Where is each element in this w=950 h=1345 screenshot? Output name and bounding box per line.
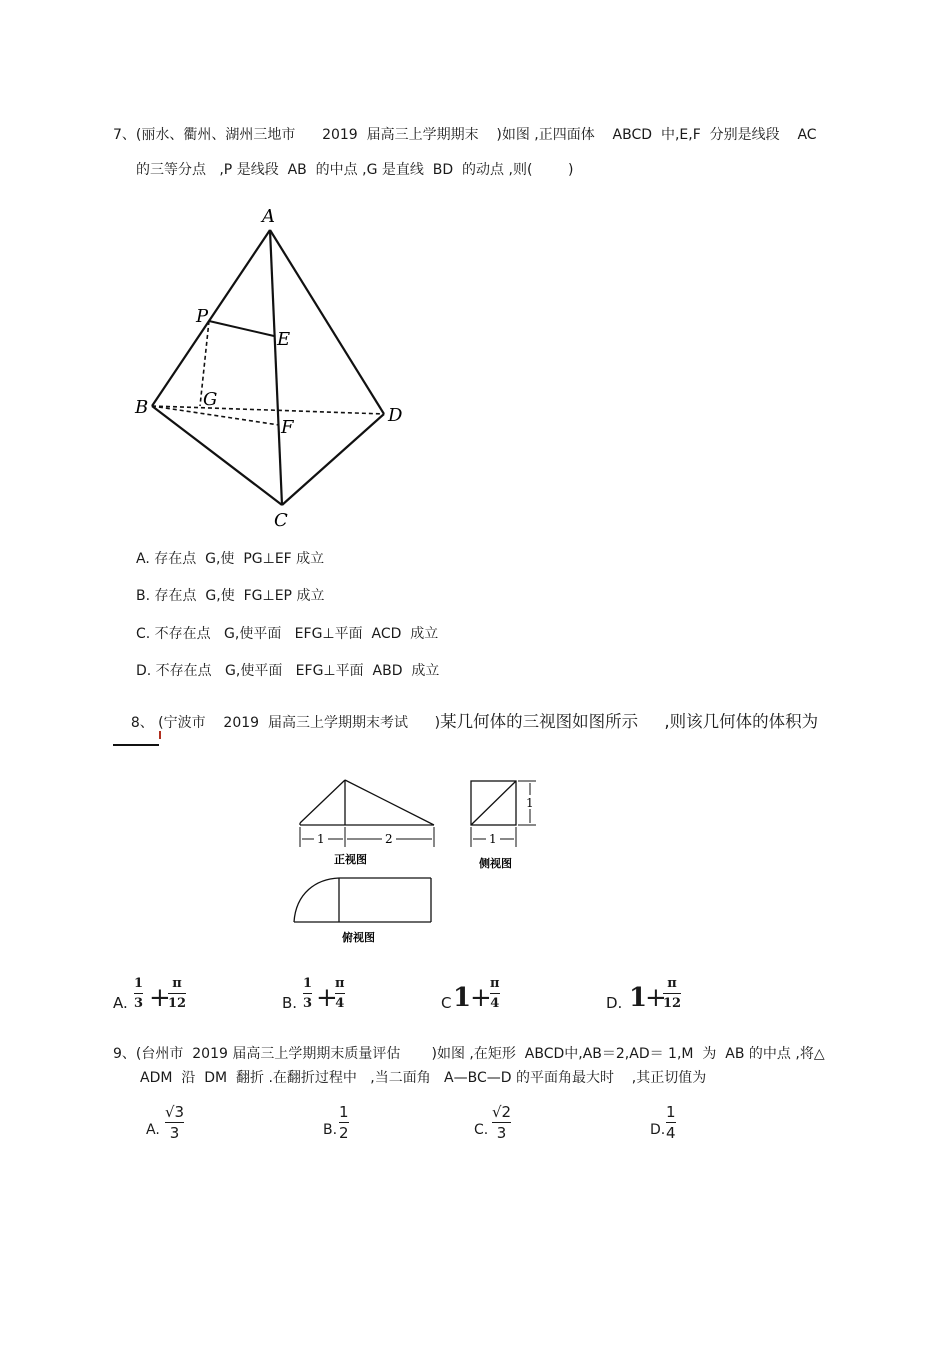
side-dim-w: 1 (489, 832, 497, 846)
q7-option-b: B. 存在点 G,使 FG⊥EP 成立 (136, 588, 325, 604)
q8-stem-source: 8、 (宁波市 2019 届高三上学期期末考试 ) (130, 715, 441, 731)
top-view-label: 俯视图 (342, 931, 375, 944)
q9-option-b-frac: 1 2 (339, 1103, 349, 1142)
q8-option-c-label: C (441, 994, 452, 1012)
q8-stem-text: 某几何体的三视图如图所示 ,则该几何体的体积为 (440, 712, 819, 731)
q8-option-a-frac2: π 12 (168, 976, 187, 1011)
q9-option-c-label: C. (474, 1122, 489, 1138)
q9-option-d-frac: 1 4 (666, 1103, 676, 1142)
q8-option-b-frac2: π 4 (335, 976, 345, 1011)
label-P: P (196, 306, 209, 327)
q9-stem-line2: ADM 沿 DM 翻折 .在翻折过程中 ,当二面角 A—BC—D 的平面角最大时 ,其正切值为 (140, 1070, 707, 1086)
q9-option-a-label: A. (146, 1122, 160, 1138)
q7-option-c: C. 不存在点 G,使平面 EFG⊥平面 ACD 成立 (136, 626, 439, 642)
q8-answer-blank (113, 744, 159, 746)
q8-blank-mark (159, 731, 161, 739)
q9-stem-line1: 9、(台州市 2019 届高三上学期期末质量评估 )如图 ,在矩形 ABCD中,AB＝2,AD＝ 1,M 为 AB 的中点 ,将△ (113, 1046, 825, 1062)
q8-option-b-frac1: 1 3 (303, 976, 313, 1011)
q8-option-a-label: A. (113, 994, 128, 1012)
q8-option-c-plus: + (470, 983, 492, 1013)
front-dim-1: 1 (317, 832, 325, 846)
q8-option-d-frac: π 12 (663, 976, 682, 1011)
label-A: A (262, 206, 275, 227)
q8-option-b-plus: + (316, 983, 338, 1013)
front-dim-2: 2 (385, 832, 393, 846)
q8-option-a-plus: + (149, 983, 171, 1013)
q9-option-a-frac: √3 3 (165, 1103, 185, 1142)
label-F: F (281, 417, 294, 438)
front-view-label: 正视图 (334, 853, 367, 866)
q8-stem-line1 (113, 695, 818, 750)
q8-option-d-label: D. (606, 994, 623, 1012)
label-E: E (277, 329, 291, 350)
q9-option-c-frac: √2 3 (492, 1103, 512, 1142)
q8-option-c-whole: 1 (453, 983, 472, 1013)
side-dim-h: 1 (526, 796, 534, 810)
q8-option-b-label: B. (282, 994, 298, 1012)
tetrahedron-figure (125, 200, 425, 535)
q9-option-d-label: D. (650, 1122, 666, 1138)
three-view-figure (290, 775, 550, 955)
q7-option-a: A. 存在点 G,使 PG⊥EF 成立 (136, 551, 325, 567)
q8-option-a-frac1: 1 3 (134, 976, 144, 1011)
q8-option-d-plus: + (645, 983, 667, 1013)
label-B: B (135, 397, 149, 418)
label-G: G (203, 389, 218, 410)
q8-option-d-whole: 1 (629, 983, 648, 1013)
q9-option-b-label: B. (323, 1122, 338, 1138)
label-C: C (274, 510, 288, 531)
q7-stem-line1: 7、(丽水、衢州、湖州三地市 2019 届高三上学期期末 )如图 ,正四面体 ABCD 中,E,F 分别是线段 AC (113, 127, 817, 143)
label-D: D (388, 405, 403, 426)
q7-stem-line2: 的三等分点 ,P 是线段 AB 的中点 ,G 是直线 BD 的动点 ,则( ) (136, 162, 574, 178)
q7-option-d: D. 不存在点 G,使平面 EFG⊥平面 ABD 成立 (136, 663, 440, 679)
q8-option-c-frac: π 4 (490, 976, 500, 1011)
side-view-label: 侧视图 (479, 857, 512, 870)
